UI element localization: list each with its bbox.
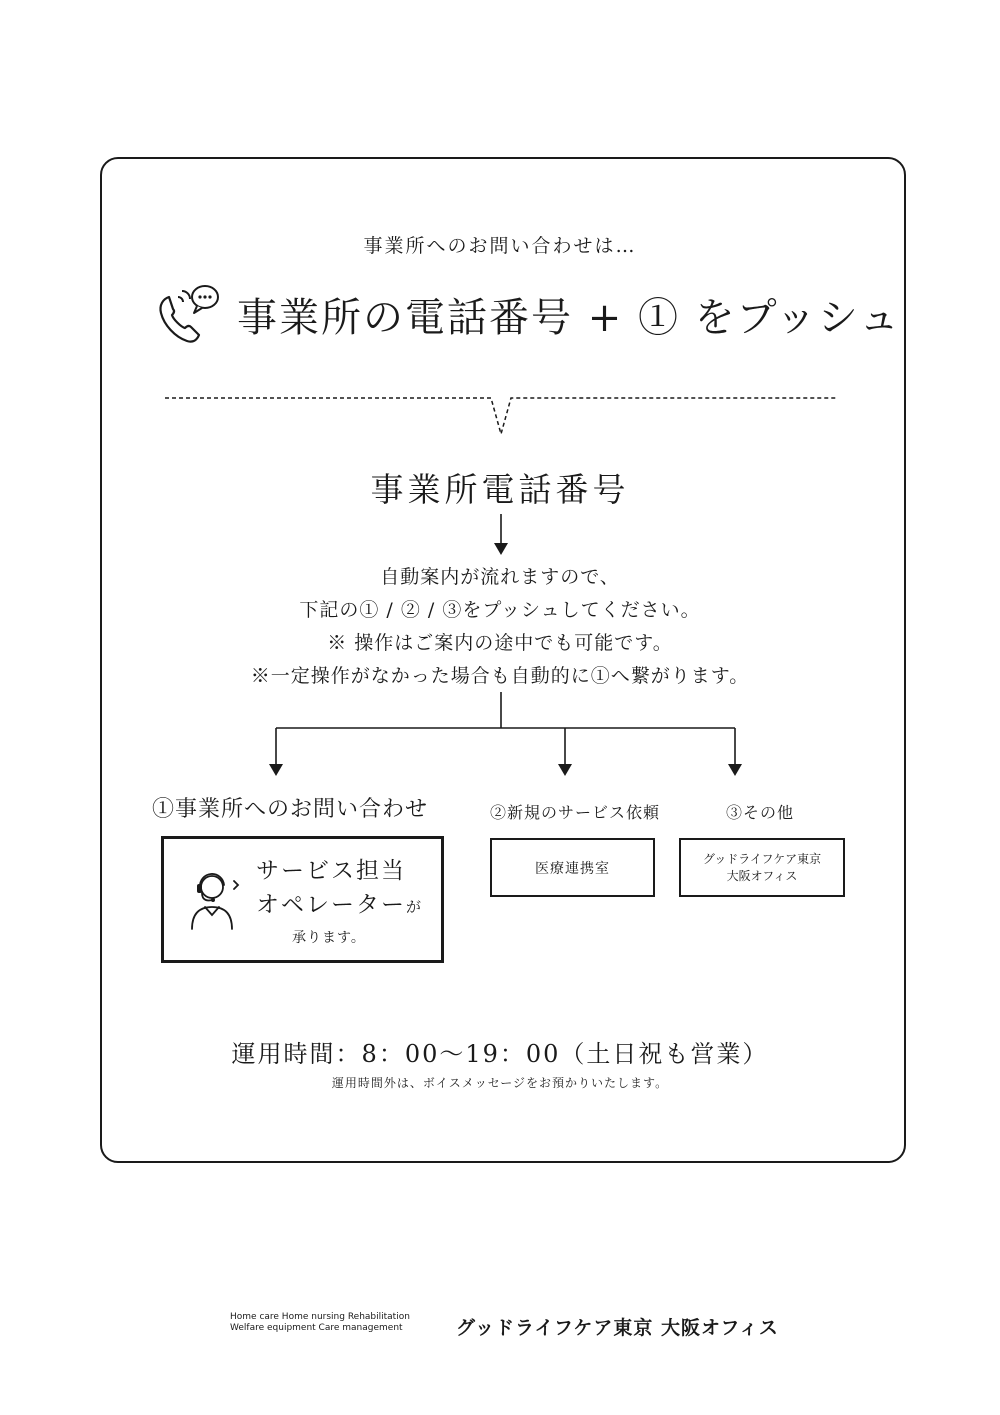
footer-service-tags <box>230 1312 410 1334</box>
operating-hours-note: 運用時間外は、ボイスメッセージをお預かりいたします。 <box>331 1076 669 1090</box>
dashed-divider <box>165 392 837 438</box>
arrow-head <box>558 764 572 776</box>
arrow-head <box>728 764 742 776</box>
option-2-box-text: 医療連携室 <box>535 860 610 877</box>
guide-line: ※一定操作がなかった場合も自動的に①へ繋がります。 <box>250 665 750 687</box>
operator-headset-icon <box>190 871 246 931</box>
headline-row <box>155 282 901 346</box>
branch-connector <box>260 692 750 778</box>
down-arrow-icon <box>490 514 512 556</box>
footer-company-name: グッドライフケア東京 大阪オフィス <box>456 1317 779 1339</box>
option-3-box-line2: 大阪オフィス <box>726 868 798 883</box>
option-1-line1: サービス担当 <box>256 858 406 884</box>
footer-tags-line1: Home care Home nursing Rehabilitation <box>230 1312 410 1322</box>
option-2-box <box>490 838 655 897</box>
office-tel-label: 事業所電話番号 <box>370 470 630 509</box>
option-1-line3: 承ります。 <box>292 930 366 946</box>
arrow-head <box>269 764 283 776</box>
option-1-line2-suffix: が <box>406 898 424 916</box>
option-1-title: ①事業所へのお問い合わせ <box>152 797 429 822</box>
phone-chat-icon <box>155 283 223 345</box>
guide-text <box>0 561 1000 693</box>
option-2-title: ②新規のサービス依頼 <box>490 803 661 822</box>
option-1-line2 <box>256 886 423 919</box>
headline: 事業所の電話番号 + ① をプッシュ <box>237 294 902 341</box>
guide-line: 下記の① / ② / ③をプッシュしてください。 <box>299 599 701 621</box>
option-3-box-line1: グッドライフケア東京 <box>702 851 822 866</box>
intro-text: 事業所へのお問い合わせは… <box>363 235 637 257</box>
option-3-title: ③その他 <box>726 803 795 822</box>
operating-hours: 運用時間：8：00〜19：00（土日祝も営業） <box>231 1040 769 1068</box>
footer-tags-line2: Welfare equipment Care management <box>230 1323 403 1333</box>
option-1-line2-main: オペレーター <box>256 892 406 918</box>
option-3-box <box>679 838 845 897</box>
guide-line: 自動案内が流れますので、 <box>380 566 620 588</box>
guide-line: ※ 操作はご案内の途中でも可能です。 <box>327 632 673 654</box>
